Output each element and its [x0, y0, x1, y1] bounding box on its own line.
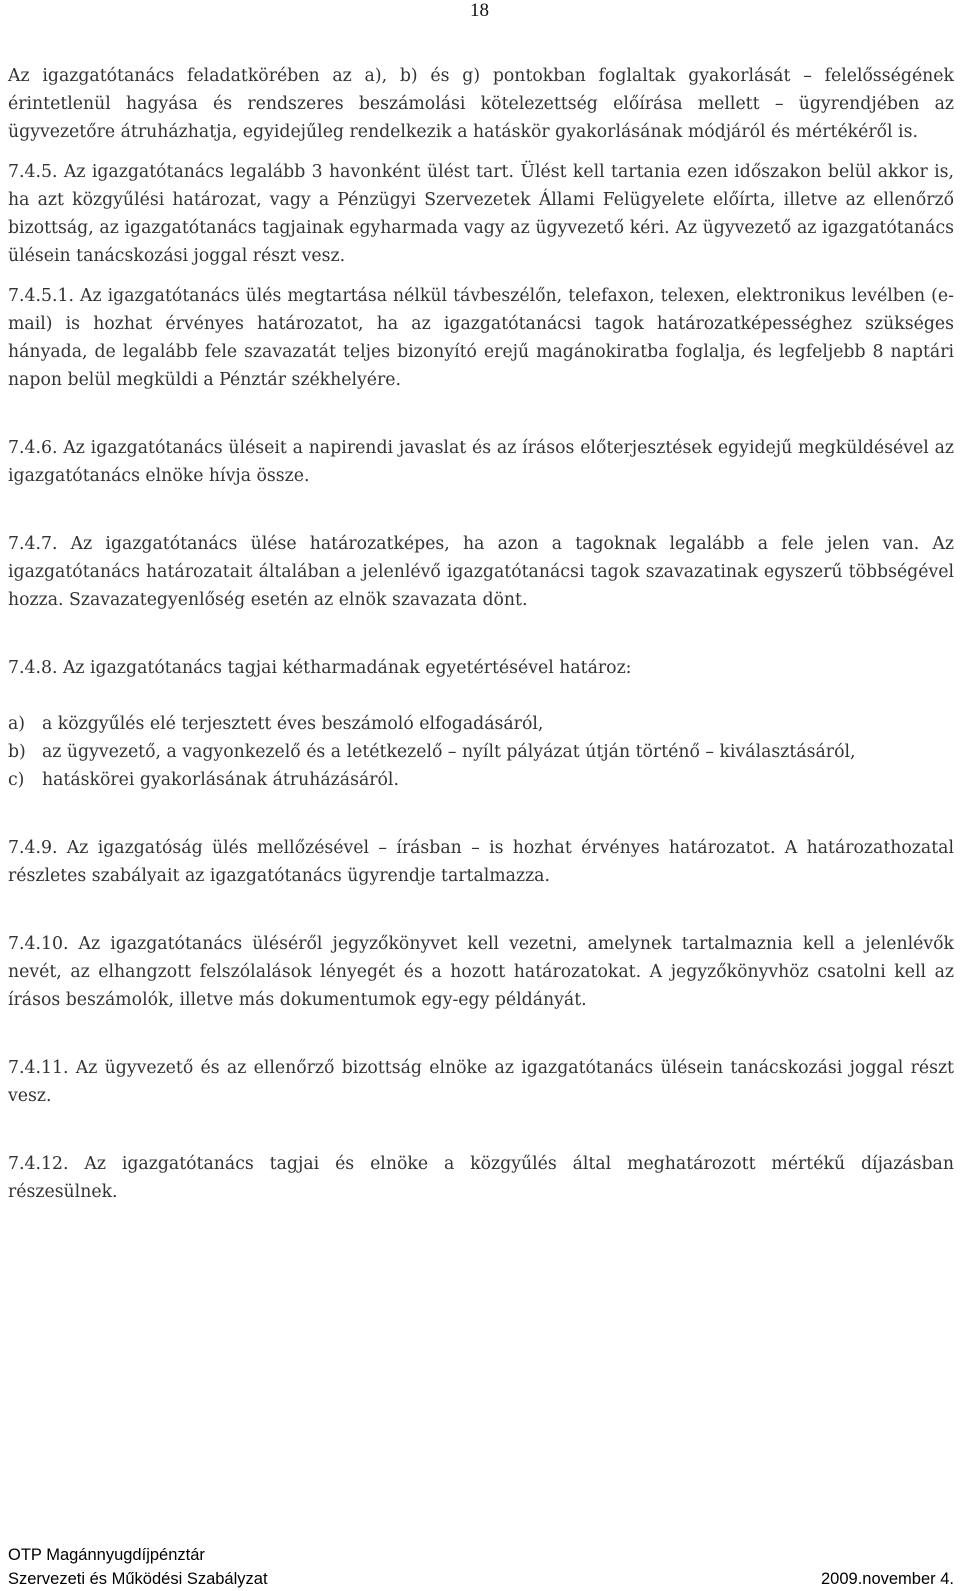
paragraph-7-4-7: 7.4.7. Az igazgatótanács ülése határozatképes, ha azon a tagoknak legalább a fele jelen van. Az igazgatótanács határozatait általában a jelenlévő igazgatótanácsi tagok szavazatinak egyszerű többségével hozza. Szavazategyenlőség esetén az elnök szavazata dönt.	[8, 534, 954, 610]
paragraph-7-4-5: 7.4.5. Az igazgatótanács legalább 3 havonként ülést tart. Ülést kell tartania ezen időszakon belül akkor is, ha azt közgyűlési határozat, vagy a Pénzügyi Szervezetek Állami Felügyelete előírta, illetve az ellenőrző bizottság, az igazgatótanács tagjainak egyharmada vagy az ügyvezető kéri. Az ügyvezető az igazgatótanács ülésein tanácskozási joggal részt vesz.	[8, 162, 954, 266]
footer-org: OTP Magánnyugdíjpénztár	[8, 1546, 205, 1564]
paragraph-7-4-8: 7.4.8. Az igazgatótanács tagjai kétharmadának egyetértésével határoz:	[8, 658, 632, 678]
list-marker: a)	[8, 714, 26, 734]
list-text: az ügyvezető, a vagyonkezelő és a letétkezelő – nyílt pályázat útján történő – kiválasztásáról,	[42, 742, 856, 762]
list-text: hatáskörei gyakorlásának átruházásáról.	[42, 770, 399, 790]
page-number: 18	[470, 0, 489, 21]
paragraph-7-4-6: 7.4.6. Az igazgatótanács üléseit a napirendi javaslat és az írásos előterjesztések egyidejű megküldésével az igazgatótanács elnöke hívja össze.	[8, 438, 954, 486]
list-text: a közgyűlés elé terjesztett éves beszámoló elfogadásáról,	[42, 714, 544, 734]
paragraph-7-4-11: 7.4.11. Az ügyvezető és az ellenőrző bizottság elnöke az igazgatótanács ülésein tanácskozási joggal részt vesz.	[8, 1058, 954, 1106]
page-footer	[8, 1543, 954, 1591]
list-item	[8, 766, 954, 794]
list-marker: c)	[8, 770, 25, 790]
decision-list	[8, 710, 954, 794]
paragraph-7-4-9: 7.4.9. Az igazgatóság ülés mellőzésével – írásban – is hozhat érvényes határozatot. A határozathozatal részletes szabályait az igazgatótanács ügyrendje tartalmazza.	[8, 838, 954, 886]
list-item	[8, 710, 954, 738]
paragraph-7-4-12: 7.4.12. Az igazgatótanács tagjai és elnöke a közgyűlés által meghatározott mértékű díjazásban részesülnek.	[8, 1154, 954, 1202]
list-item	[8, 738, 954, 766]
paragraph-7-4-5-1: 7.4.5.1. Az igazgatótanács ülés megtartása nélkül távbeszélőn, telefaxon, telexen, elektronikus levélben (e-mail) is hozhat érvényes határozatot, ha az igazgatótanácsi tagok határozatképességhez szükséges hányada, de legalább fele szavazatát teljes bizonyító erejű magánokiratba foglalja, és legfeljebb 8 naptári napon belül megküldi a Pénztár székhelyére.	[8, 286, 954, 390]
document-body	[8, 62, 954, 1206]
paragraph-intro: Az igazgatótanács feladatkörében az a), b) és g) pontokban foglaltak gyakorlását – felelősségének érintetlenül hagyása és rendszeres beszámolási kötelezettség előírása mellett – ügyrendjében az ügyvezetőre átruházhatja, egyidejűleg rendelkezik a hatáskör gyakorlásának módjáról és mértékéről is.	[8, 66, 954, 142]
footer-date: 2009.november 4.	[820, 1570, 954, 1588]
paragraph-7-4-10: 7.4.10. Az igazgatótanács üléséről jegyzőkönyvet kell vezetni, amelynek tartalmaznia kell a jelenlévők nevét, az elhangzott felszólalások lényegét és a hozott határozatokat. A jegyzőkönyvhöz csatolni kell az írásos beszámolók, illetve más dokumentumok egy-egy példányát.	[8, 934, 954, 1010]
list-marker: b)	[8, 742, 26, 762]
footer-document-title: Szervezeti és Működési Szabályzat	[8, 1570, 268, 1588]
